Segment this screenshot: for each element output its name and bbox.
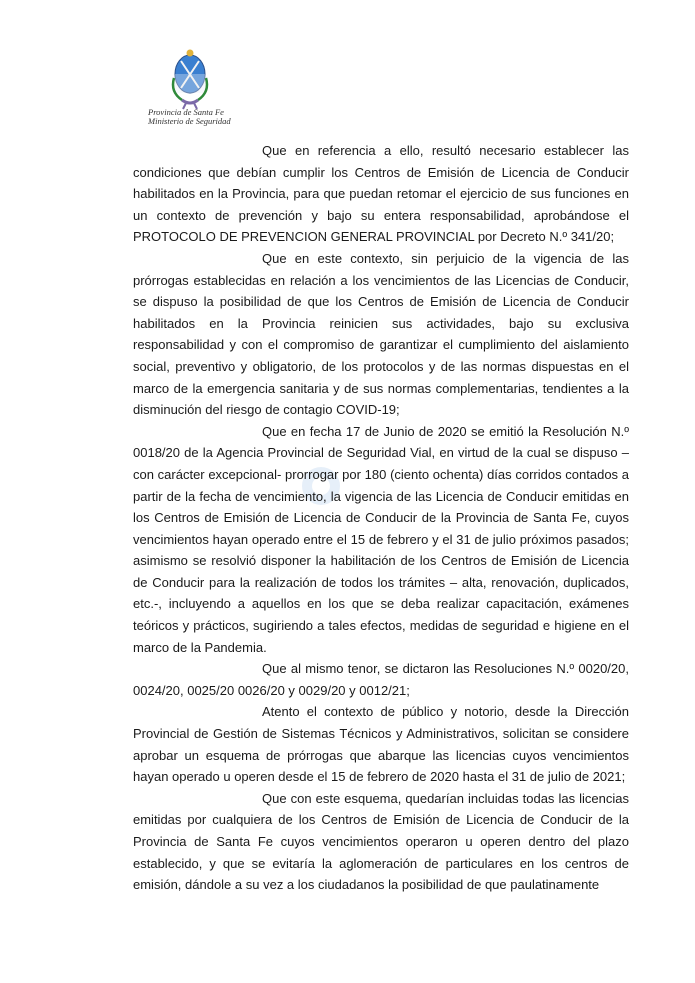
paragraph: Que en este contexto, sin perjuicio de la vigencia de las prórrogas establecidas en relación a los vencimientos de las Licencias de Conducir, se dispuso la posibilidad de que los Centros de Emisión de Licencia de Conducir habilitados en la Provincia reinicien sus actividades, bajo su exclusiva responsabilidad y con el compromiso de garantizar el cumplimiento del aislamiento social, preventivo y obligatorio, de los protocolos y de las normas dispuestas en el marco de la emergencia sanitaria y de sus normas complementarias, tendientes a la disminución del riesgo de contagio COVID-19;: [133, 250, 629, 418]
document-body: [133, 140, 629, 896]
organization-name: [148, 108, 231, 126]
provincial-seal-icon: [168, 48, 212, 110]
paragraph: Que en referencia a ello, resultó necesario establecer las condiciones que debían cumplir los Centros de Emisión de Licencia de Conducir habilitados en la Provincia, para que puedan retomar el ejercicio de sus funciones en un contexto de prevención y bajo su entera responsabilidad, aprobándose el PROTOCOLO DE PREVENCION GENERAL PROVINCIAL por Decreto N.º 341/20;: [133, 143, 629, 245]
paragraph: Que al mismo tenor, se dictaron las Resoluciones N.º 0020/20, 0024/20, 0025/20 0026/20 y 0029/20 y 0012/21;: [133, 661, 629, 698]
paragraph: Atento el contexto de público y notorio, desde la Dirección Provincial de Gestión de Sistemas Técnicos y Administrativos, solicitan se considere aprobar un esquema de prórrogas que abarque las licencias cuyos vencimientos hayan operado u operen desde el 15 de febrero de 2020 hasta el 31 de julio de 2021;: [133, 704, 629, 785]
org-line-province: Provincia de Santa Fe: [148, 107, 224, 117]
org-line-ministry: Ministerio de Seguridad: [148, 116, 231, 126]
paragraph: Que en fecha 17 de Junio de 2020 se emitió la Resolución N.º 0018/20 de la Agencia Provincial de Seguridad Vial, en virtud de la cual se dispuso –con carácter excepcional- prorrogar por 180 (ciento ochenta) días corridos contados a partir de la fecha de vencimiento, la vigencia de las Licencia de Conducir emitidas en los Centros de Emisión de Licencia de Conducir de la Provincia de Santa Fe, cuyos vencimientos hayan operado entre el 15 de febrero y el 31 de julio próximos pasados; asimismo se resolvió disponer la habilitación de los Centros de Emisión de Licencia de Conducir para la realización de todos los trámites – alta, renovación, duplicados, etc.-, incluyendo a aquellos en los que se deba realizar capacitación, exámenes teóricos y prácticos, sugiriendo a tales efectos, medidas de seguridad e higiene en el marco de la Pandemia.: [133, 423, 629, 655]
paragraph: Que con este esquema, quedarían incluidas todas las licencias emitidas por cualquiera de los Centros de Emisión de Licencia de Conducir de la Provincia de Santa Fe cuyos vencimientos operaron u operen dentro del plazo establecido, y que se evitaría la aglomeración de particulares en los centros de emisión, dándole a su vez a los ciudadanos la posibilidad de que paulatinamente: [133, 790, 629, 893]
